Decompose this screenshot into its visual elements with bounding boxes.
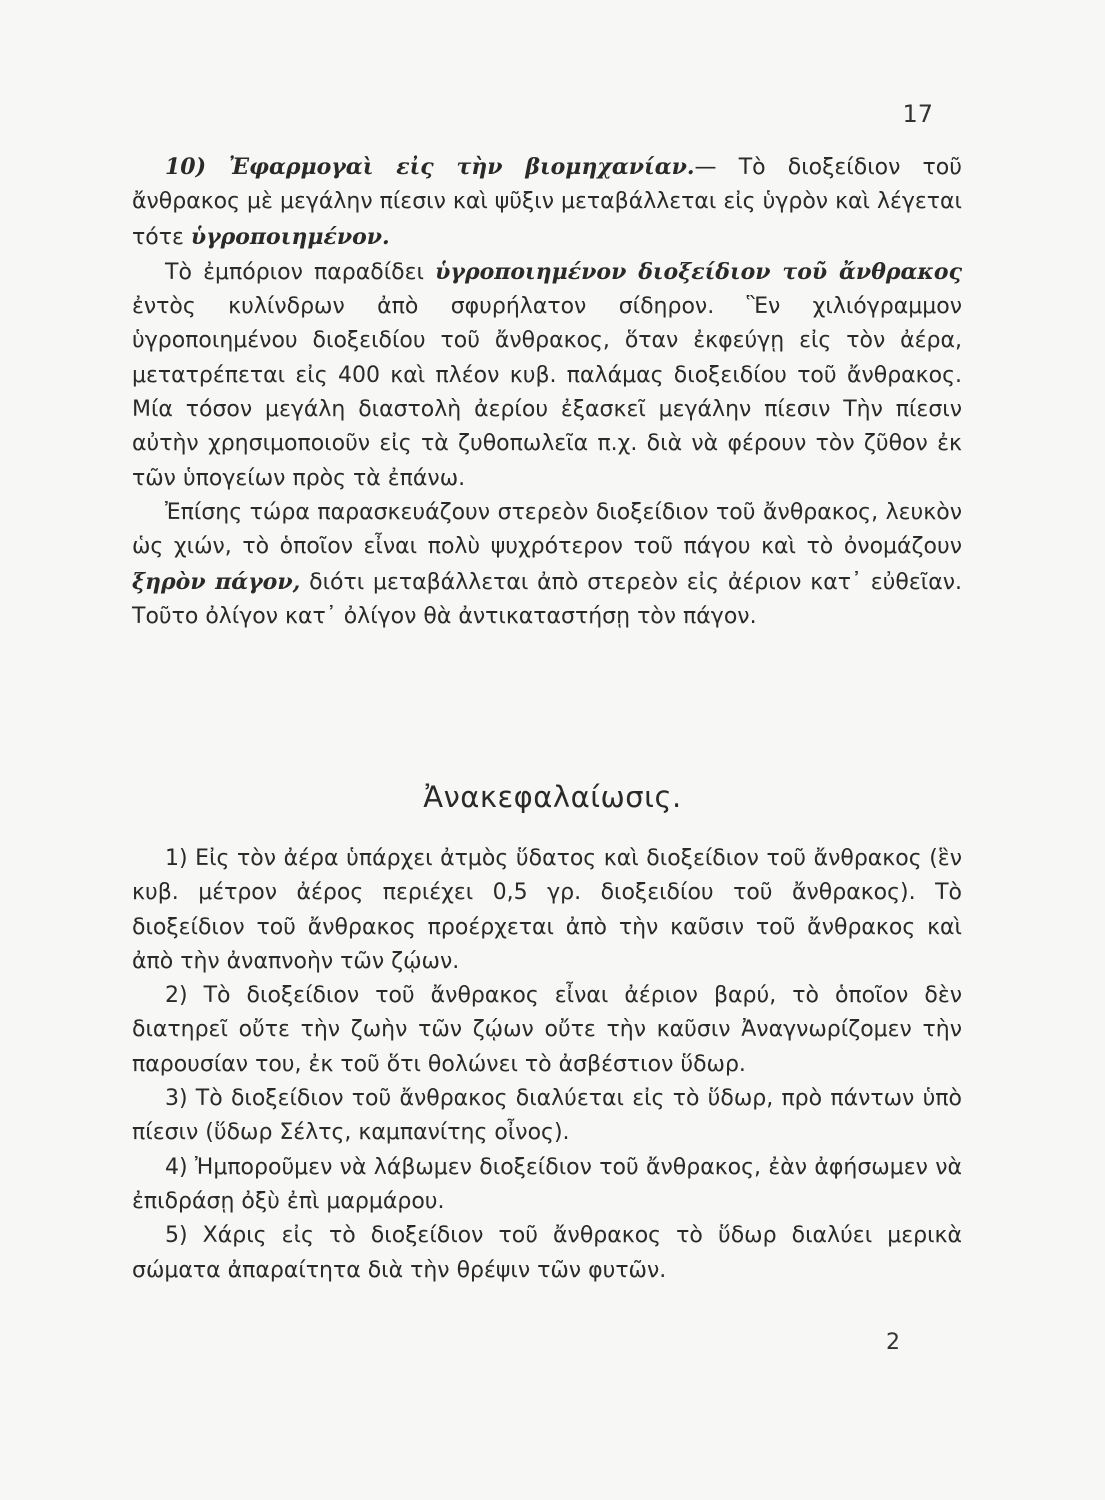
summary-heading: Ἀνακεφαλαίωσις. [423,780,682,814]
section-10-text-3: ἐντὸς κυλίνδρων ἀπὸ σφυρήλατον σίδηρον. Ἓν χιλιόγραμμον ὑγροποιημένου διοξειδίου τοῦ ἄνθρακος, ὅταν ἐκφεύγῃ εἰς τὸν ἀέρα, μετατρέπεται εἰς 400 καὶ πλέον κυβ. παλάμας διοξειδίου τοῦ ἄνθρακος. Μία τόσον μεγάλη διαστολὴ ἀερίου ἐξασκεῖ μεγάλην πίεσιν Τὴν πίεσιν αὐτὴν χρησιμοποιοῦν εἰς τὰ ζυθοπωλεῖα π.χ. διὰ νὰ φέρουν τὸν ζῦθον ἐκ τῶν ὑπογείων πρὸς τὰ ἐπάνω. [132,294,962,491]
section-10-paragraph-2 [132,255,962,496]
section-10-text-4: Ἐπίσης τώρα παρασκευάζουν στερεὸν διοξείδιον τοῦ ἄνθρακος, λευκὸν ὡς χιών, τὸ ὁποῖον εἶναι πολὺ ψυχρότερον τοῦ πάγου καὶ τὸ ὀνομάζουν [132,499,962,560]
summary-item-5: 5) Χάρις εἰς τὸ διοξείδιον τοῦ ἄνθρακος τὸ ὕδωρ διαλύει μερικὰ σώματα ἀπαραίτητα διὰ τὴν θρέψιν τῶν φυτῶν. [132,1223,962,1283]
section-10 [132,150,962,634]
section-10-italic-3: ξηρὸν πάγον, [132,568,301,595]
page-number: 17 [902,100,933,128]
signature-mark: 2 [886,1330,900,1355]
summary-item-1: 1) Εἰς τὸν ἀέρα ὑπάρχει ἀτμὸς ὕδατος καὶ διοξείδιον τοῦ ἄνθρακος (ἓν κυβ. μέτρον ἀέρος περιέχει 0,5 γρ. διοξειδίου τοῦ ἄνθρακος). Τὸ διοξείδιον τοῦ ἄνθρακος προέρχεται ἀπὸ τὴν καῦσιν τοῦ ἄνθρακος καὶ ἀπὸ τὴν ἀναπνοὴν τῶν ζῴων. [132,846,962,974]
section-10-italic-1: ὑγροποιημένον. [190,223,390,250]
section-10-paragraph-1 [132,150,962,255]
section-10-text-5: διότι μεταβάλλεται ἀπὸ στερεὸν εἰς ἀέριον κατ᾿ εὐθεῖαν. Τοῦτο ὀλίγον κατ᾿ ὀλίγον θὰ ἀντικαταστήσῃ τὸν πάγον. [132,569,962,629]
section-10-text-2: Τὸ ἐμπόριον παραδίδει [165,259,436,285]
section-10-text-1: — Τὸ διοξείδιον τοῦ ἄνθρακος μὲ μεγάλην πίεσιν καὶ ψῦξιν μεταβάλλεται εἰς ὑγρὸν καὶ λέγεται τότε [132,155,962,250]
summary-item-4: 4) Ἠμποροῦμεν νὰ λάβωμεν διοξείδιον τοῦ ἄνθρακος, ἐὰν ἀφήσωμεν νὰ ἐπιδράσῃ ὀξὺ ἐπὶ μαρμάρου. [132,1154,962,1214]
section-10-paragraph-3 [132,496,962,634]
section-10-italic-2: ὑγροποιημένον διοξείδιον τοῦ ἄνθρακος [435,258,962,285]
section-10-heading: 10) Ἐφαρμογαὶ εἰς τὴν βιομηχανίαν. [165,154,695,180]
summary-list [132,842,962,1288]
summary-item-3: 3) Τὸ διοξείδιον τοῦ ἄνθρακος διαλύεται εἰς τὸ ὕδωρ, πρὸ πάντων ὑπὸ πίεσιν (ὕδωρ Σέλτς, καμπανίτης οἶνος). [132,1086,962,1146]
summary-item-2: 2) Τὸ διοξείδιον τοῦ ἄνθρακος εἶναι ἀέριον βαρύ, τὸ ὁποῖον δὲν διατηρεῖ οὔτε τὴν ζωὴν τῶν ζῴων οὔτε τὴν καῦσιν Ἀναγνωρίζομεν τὴν παρουσίαν του, ἐκ τοῦ ὅτι θολώνει τὸ ἀσβέστιον ὕδωρ. [132,983,962,1077]
